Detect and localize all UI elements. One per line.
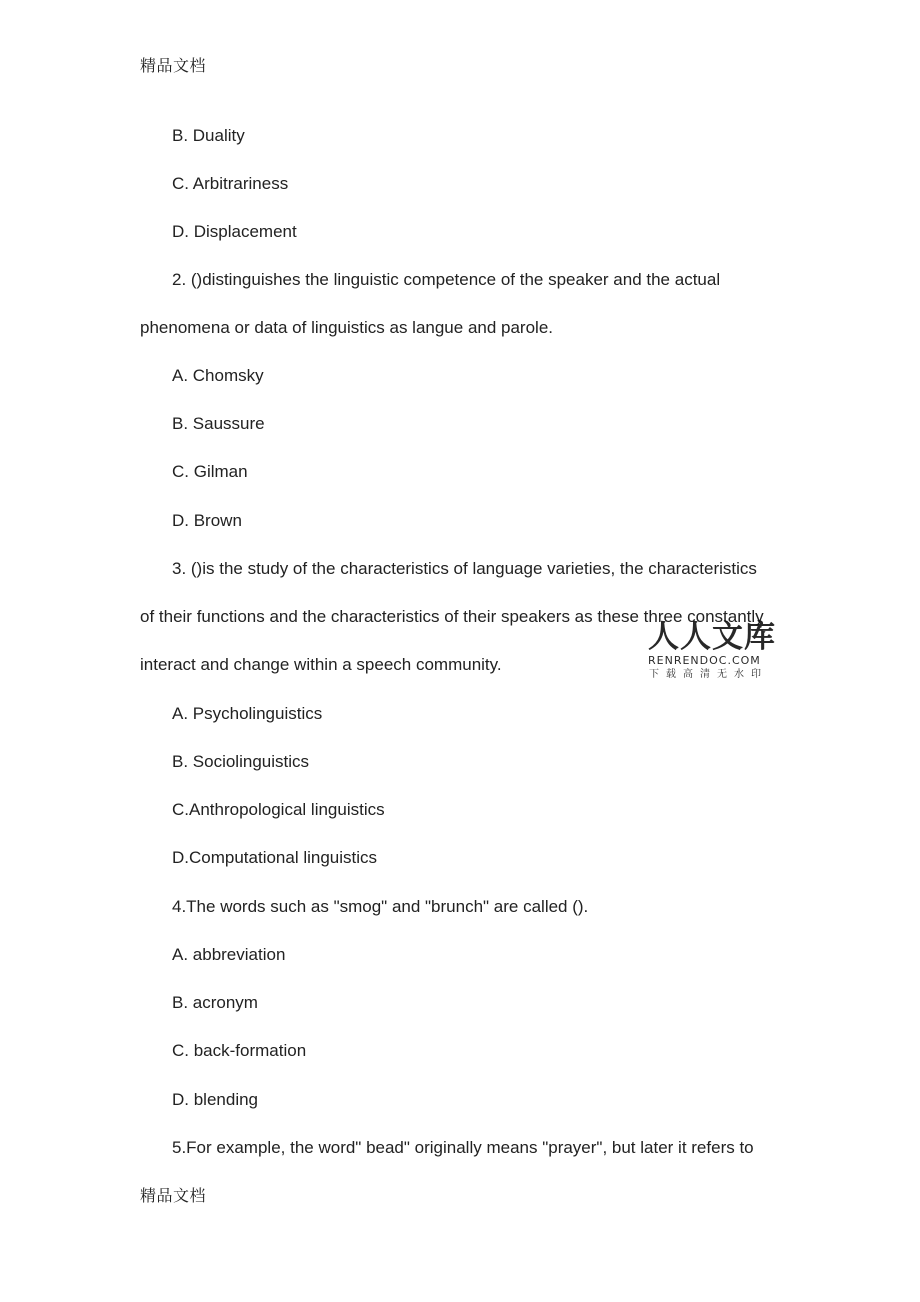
q2-option-a: A. Chomsky: [172, 366, 264, 385]
q5-question-line1: 5.For example, the word" bead" originally means "prayer", but later it refers to: [172, 1138, 754, 1157]
watermark-logo: [646, 620, 776, 684]
q4-option-c: C. back-formation: [172, 1041, 307, 1060]
page-footer: 精品文档: [140, 1186, 207, 1205]
q2-option-b: B. Saussure: [172, 414, 265, 433]
q3-option-a: A. Psycholinguistics: [172, 704, 323, 723]
q2-question-line1: 2. ()distinguishes the linguistic competence of the speaker and the actual: [172, 270, 721, 289]
watermark-url: RENRENDOC.COM: [648, 654, 761, 667]
q3-question-line3: interact and change within a speech community.: [140, 655, 502, 674]
q1-option-d: D. Displacement: [172, 222, 297, 241]
q3-question-line1: 3. ()is the study of the characteristics of language varieties, the characteristics: [172, 559, 757, 578]
q4-option-a: A. abbreviation: [172, 945, 286, 964]
q2-option-c: C. Gilman: [172, 462, 248, 481]
q4-option-b: B. acronym: [172, 993, 258, 1012]
q4-question: 4.The words such as "smog" and "brunch" are called ().: [172, 897, 589, 916]
q3-question-line2: of their functions and the characteristics of their speakers as these three constantly: [140, 607, 764, 626]
watermark-subtitle: 下载高清无水印: [649, 669, 768, 680]
q2-option-d: D. Brown: [172, 511, 242, 530]
watermark-title: 人人文库: [648, 619, 776, 655]
q1-option-b: B. Duality: [172, 126, 245, 145]
page-header: 精品文档: [140, 56, 207, 75]
q1-option-c: C. Arbitrariness: [172, 174, 289, 193]
q3-option-c: C.Anthropological linguistics: [172, 800, 385, 819]
q3-option-b: B. Sociolinguistics: [172, 752, 310, 771]
q4-option-d: D. blending: [172, 1090, 259, 1109]
q3-option-d: D.Computational linguistics: [172, 848, 378, 867]
q2-question-line2: phenomena or data of linguistics as langue and parole.: [140, 318, 554, 337]
